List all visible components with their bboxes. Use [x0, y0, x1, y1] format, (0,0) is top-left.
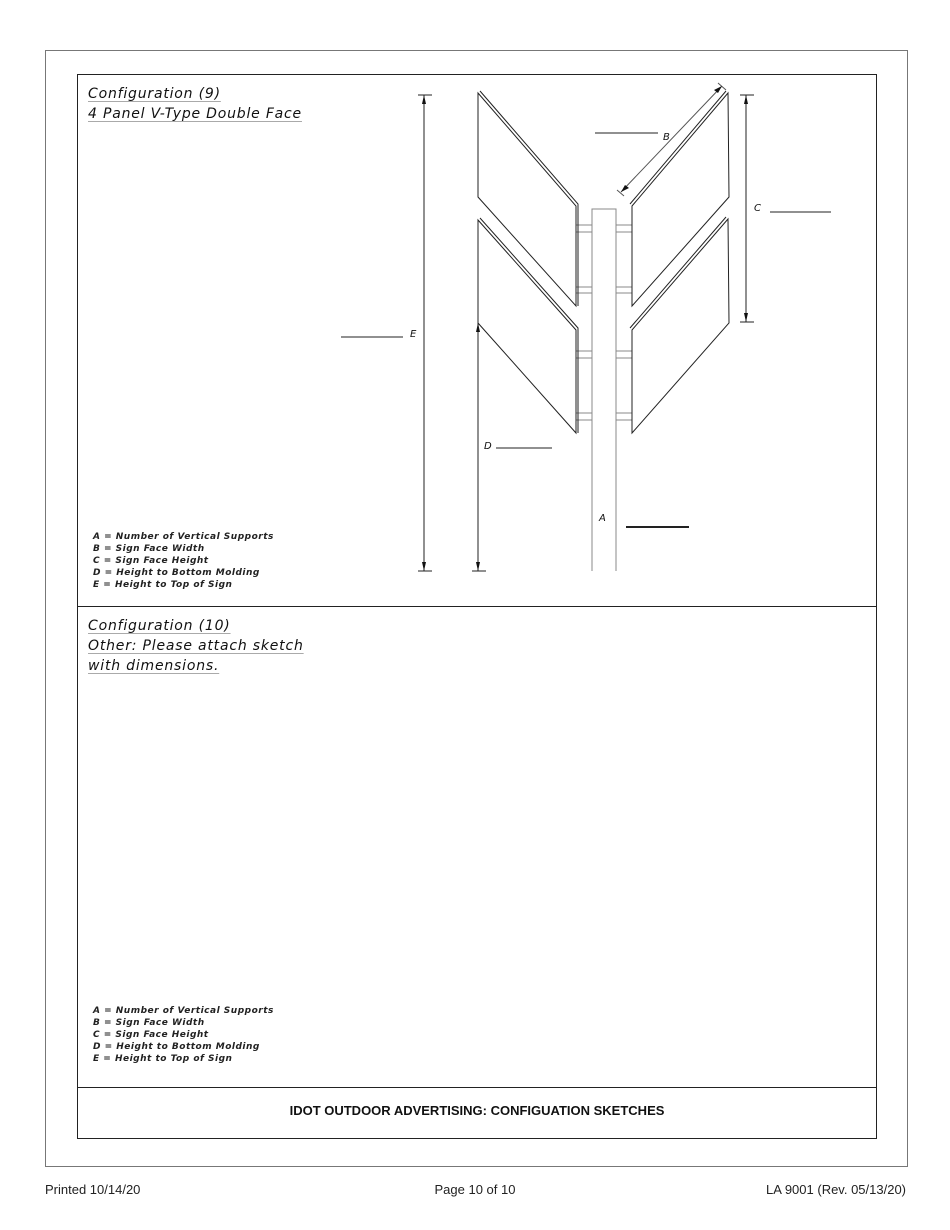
config9-title: Configuration (9) [88, 86, 221, 102]
panel-lower-right [630, 217, 729, 433]
legend-item: E = Height to Top of Sign [93, 580, 233, 590]
label-d: D [484, 441, 492, 452]
legend-item: A = Number of Vertical Supports [93, 532, 274, 542]
legend-item: E = Height to Top of Sign [93, 1054, 233, 1064]
legend-item: B = Sign Face Width [93, 1018, 205, 1028]
panel-lower-left [478, 218, 578, 433]
legend-item: C = Sign Face Height [93, 556, 209, 566]
label-a: A [599, 513, 606, 524]
printed-date: Printed 10/14/20 [45, 1182, 141, 1197]
legend-config9 [93, 531, 274, 591]
legend-item: C = Sign Face Height [93, 1030, 209, 1040]
config10-title: Configuration (10) [88, 618, 231, 634]
legend-item: A = Number of Vertical Supports [93, 1006, 274, 1016]
dim-c-line [740, 95, 754, 322]
legend-config10 [93, 1005, 274, 1065]
config9-subtitle: 4 Panel V-Type Double Face [88, 106, 302, 122]
footer-title: IDOT OUTDOOR ADVERTISING: CONFIGUATION SKETCHES [289, 1103, 665, 1118]
panel-upper-left [478, 91, 578, 306]
legend-item: D = Height to Bottom Molding [93, 568, 260, 578]
dim-e-line [418, 95, 432, 571]
brackets [576, 225, 632, 420]
page-number: Page 10 of 10 [434, 1182, 516, 1197]
label-e: E [410, 329, 417, 340]
label-b: B [663, 132, 670, 143]
legend-item: B = Sign Face Width [93, 544, 205, 554]
answer-blanks [341, 133, 831, 448]
label-c: C [754, 203, 761, 214]
form-number: LA 9001 (Rev. 05/13/20) [766, 1182, 906, 1197]
panel-upper-right [630, 91, 729, 306]
legend-item: D = Height to Bottom Molding [93, 1042, 260, 1052]
dim-b-line [617, 83, 726, 196]
config10-subtitle-2: with dimensions. [88, 658, 220, 674]
config10-subtitle-1: Other: Please attach sketch [88, 638, 304, 654]
